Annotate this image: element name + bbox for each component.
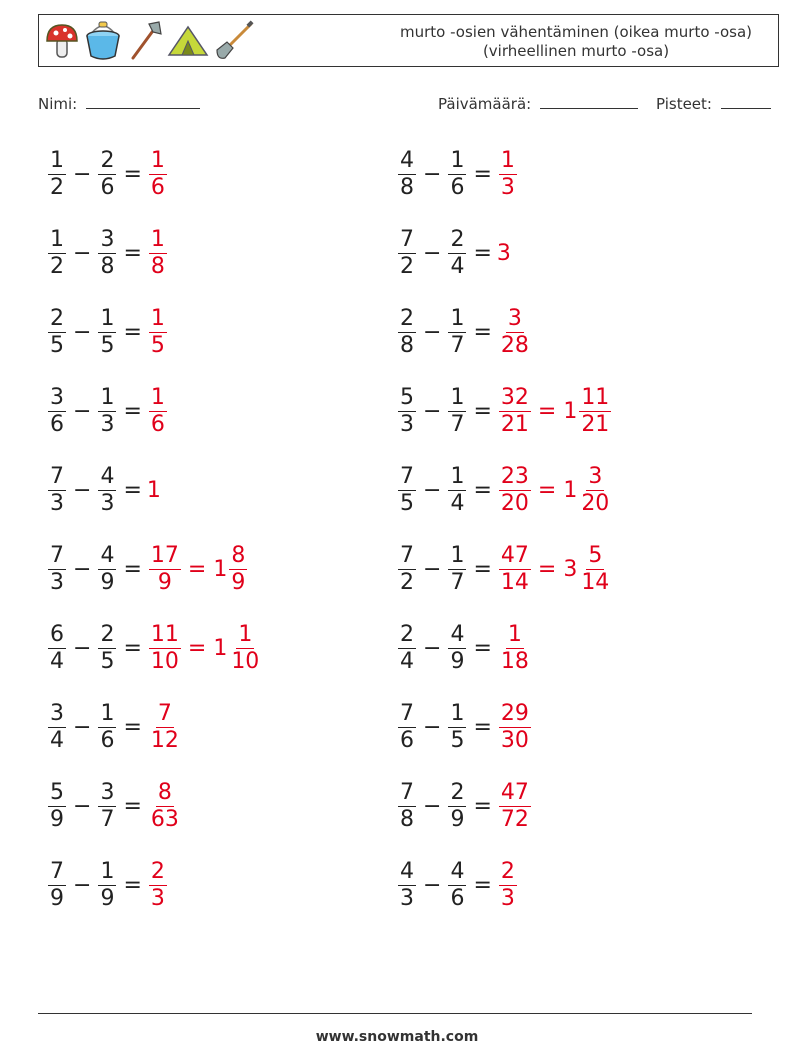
problem-item (396, 618, 533, 678)
second-fraction-denominator: 8 (100, 254, 115, 279)
mixed-whole: 1 (213, 635, 228, 661)
mixed-fraction-denominator: 20 (581, 491, 610, 516)
second-fraction-denominator: 9 (100, 570, 115, 595)
minus-sign: − (423, 793, 442, 819)
equals-sign: = (473, 477, 492, 503)
first-fraction (396, 859, 418, 911)
problem-item (396, 460, 613, 520)
problem-item (46, 776, 183, 836)
answer-fraction-numerator: 47 (500, 543, 529, 568)
minus-sign: − (73, 161, 92, 187)
minus-sign: − (423, 872, 442, 898)
equals-sign: = (473, 714, 492, 740)
second-fraction-numerator: 1 (100, 701, 115, 726)
name-field (38, 94, 200, 113)
first-fraction-denominator: 8 (400, 175, 414, 200)
second-fraction-denominator: 5 (100, 333, 115, 358)
second-fraction-numerator: 4 (100, 543, 115, 568)
second-fraction-denominator: 3 (100, 491, 115, 516)
first-fraction-numerator: 7 (50, 464, 64, 489)
name-label: Nimi: (38, 95, 78, 113)
first-fraction-denominator: 4 (50, 649, 64, 674)
answer-fraction (147, 622, 183, 674)
answer-fraction-numerator: 1 (507, 622, 522, 647)
bucket-icon (83, 20, 123, 62)
problem-item (46, 381, 169, 441)
first-fraction-denominator: 6 (50, 412, 64, 437)
first-fraction (396, 543, 418, 595)
second-fraction (96, 148, 118, 200)
second-fraction-numerator: 1 (100, 306, 115, 331)
second-fraction-numerator: 1 (450, 464, 465, 489)
second-fraction-denominator: 7 (450, 333, 465, 358)
first-fraction-numerator: 7 (50, 543, 64, 568)
equals-sign: = (123, 872, 142, 898)
first-fraction-numerator: 7 (400, 227, 414, 252)
second-fraction-denominator: 6 (100, 728, 115, 753)
minus-sign: − (73, 477, 92, 503)
problem-item (396, 302, 533, 362)
first-fraction-denominator: 2 (50, 254, 64, 279)
answer-fraction-denominator: 18 (500, 649, 529, 674)
equals-sign: = (123, 635, 142, 661)
mixed-fraction-numerator: 5 (588, 543, 603, 568)
first-fraction (396, 148, 418, 200)
first-fraction-denominator: 8 (400, 807, 414, 832)
second-fraction (96, 543, 118, 595)
first-fraction-denominator: 5 (400, 491, 414, 516)
answer-fraction (147, 701, 183, 753)
second-fraction-numerator: 2 (100, 148, 115, 173)
second-fraction (96, 622, 118, 674)
first-fraction (396, 622, 418, 674)
answer-fraction (497, 543, 533, 595)
equals-sign: = (473, 240, 492, 266)
first-fraction (396, 227, 418, 279)
shovel-icon (213, 20, 257, 62)
first-fraction-numerator: 2 (400, 622, 414, 647)
problem-item (396, 776, 533, 836)
first-fraction-numerator: 5 (50, 780, 64, 805)
first-fraction-denominator: 4 (50, 728, 64, 753)
second-fraction-numerator: 1 (450, 701, 465, 726)
mixed-fraction-denominator: 21 (581, 412, 610, 437)
equals-sign: = (123, 793, 142, 819)
minus-sign: − (423, 161, 442, 187)
answer-fraction-numerator: 11 (150, 622, 179, 647)
first-fraction-numerator: 7 (400, 464, 414, 489)
first-fraction-denominator: 2 (50, 175, 64, 200)
mixed-fraction (577, 543, 613, 595)
second-fraction (446, 464, 468, 516)
second-fraction-denominator: 3 (100, 412, 115, 437)
mixed-fraction (227, 622, 263, 674)
answer-fraction-numerator: 7 (157, 701, 172, 726)
first-fraction-numerator: 2 (50, 306, 64, 331)
minus-sign: − (423, 477, 442, 503)
date-line[interactable] (540, 94, 638, 109)
worksheet-title: murto -osien vähentäminen (oikea murto -osa) (virheellinen murto -osa) (399, 23, 753, 60)
first-fraction-denominator: 3 (50, 570, 64, 595)
problem-item (46, 539, 249, 599)
first-fraction-numerator: 3 (50, 701, 64, 726)
first-fraction-numerator: 2 (400, 306, 414, 331)
mixed-fraction-numerator: 11 (581, 385, 610, 410)
icon-strip (45, 19, 257, 63)
equals-sign: = (473, 319, 492, 345)
second-fraction-denominator: 9 (450, 807, 465, 832)
first-fraction-numerator: 7 (400, 543, 414, 568)
equals-sign: = (473, 872, 492, 898)
second-fraction-denominator: 9 (100, 886, 115, 911)
second-fraction-numerator: 4 (450, 622, 465, 647)
problem-item (396, 144, 519, 204)
second-fraction (446, 780, 468, 832)
minus-sign: − (73, 556, 92, 582)
answer-fraction-numerator: 1 (150, 306, 165, 331)
answer-fraction-denominator: 14 (500, 570, 529, 595)
answer-fraction-numerator: 3 (507, 306, 522, 331)
equals-sign: = (473, 635, 492, 661)
minus-sign: − (423, 556, 442, 582)
second-fraction-numerator: 1 (100, 385, 115, 410)
answer-fraction-numerator: 2 (150, 859, 165, 884)
second-fraction (96, 701, 118, 753)
minus-sign: − (423, 635, 442, 661)
equals-sign: = (473, 793, 492, 819)
problem-item (46, 460, 161, 520)
second-fraction (96, 385, 118, 437)
first-fraction (46, 622, 68, 674)
second-fraction (446, 622, 468, 674)
first-fraction-denominator: 8 (400, 333, 414, 358)
score-field (656, 94, 771, 113)
minus-sign: − (73, 714, 92, 740)
first-fraction-numerator: 7 (50, 859, 64, 884)
minus-sign: − (73, 872, 92, 898)
second-fraction (96, 859, 118, 911)
second-fraction-numerator: 2 (100, 622, 115, 647)
answer-fraction-denominator: 8 (150, 254, 165, 279)
answer-fraction-numerator: 29 (500, 701, 529, 726)
answer-fraction-numerator: 47 (500, 780, 529, 805)
equals-sign-answer: = (537, 477, 557, 503)
answer-fraction (497, 859, 519, 911)
second-fraction-denominator: 7 (100, 807, 115, 832)
answer-fraction-denominator: 30 (500, 728, 529, 753)
equals-sign: = (123, 240, 142, 266)
mixed-fraction (577, 385, 613, 437)
first-fraction (46, 780, 68, 832)
mixed-fraction-denominator: 9 (231, 570, 246, 595)
answer-fraction (147, 543, 183, 595)
mixed-whole: 1 (213, 556, 228, 582)
answer-fraction-denominator: 3 (150, 886, 165, 911)
minus-sign: − (423, 714, 442, 740)
mixed-whole: 3 (563, 556, 578, 582)
answer-fraction (147, 385, 169, 437)
answer-fraction (147, 859, 169, 911)
second-fraction-numerator: 3 (100, 227, 115, 252)
answer-fraction (497, 701, 533, 753)
second-fraction (446, 148, 468, 200)
second-fraction-numerator: 4 (100, 464, 115, 489)
second-fraction-denominator: 7 (450, 412, 465, 437)
minus-sign: − (73, 240, 92, 266)
answer-fraction-numerator: 2 (500, 859, 515, 884)
problem-item (396, 697, 533, 757)
second-fraction-numerator: 1 (450, 148, 465, 173)
first-fraction-denominator: 9 (50, 807, 64, 832)
minus-sign: − (73, 319, 92, 345)
equals-sign-answer: = (537, 556, 557, 582)
second-fraction-numerator: 3 (100, 780, 115, 805)
footer-divider (38, 1013, 752, 1014)
first-fraction (396, 464, 418, 516)
first-fraction-numerator: 4 (400, 148, 414, 173)
equals-sign: = (123, 398, 142, 424)
second-fraction-numerator: 1 (450, 543, 465, 568)
problem-item (396, 855, 519, 915)
mixed-fraction-denominator: 14 (581, 570, 610, 595)
answer-fraction-numerator: 1 (150, 227, 165, 252)
answer-fraction-numerator: 1 (500, 148, 515, 173)
problem-item (46, 223, 169, 283)
second-fraction-denominator: 4 (450, 491, 465, 516)
second-fraction (96, 780, 118, 832)
answer-fraction (497, 385, 533, 437)
equals-sign: = (473, 398, 492, 424)
answer-fraction-denominator: 72 (500, 807, 529, 832)
first-fraction-denominator: 9 (50, 886, 64, 911)
problem-item (46, 144, 169, 204)
second-fraction-denominator: 4 (450, 254, 465, 279)
answer-whole: 1 (146, 477, 161, 503)
equals-sign: = (123, 319, 142, 345)
first-fraction-numerator: 1 (50, 148, 64, 173)
answer-fraction (497, 780, 533, 832)
answer-fraction (497, 464, 533, 516)
mixed-fraction-denominator: 10 (231, 649, 260, 674)
first-fraction-numerator: 1 (50, 227, 64, 252)
date-label: Päivämäärä: (438, 95, 532, 113)
mixed-fraction (577, 464, 613, 516)
first-fraction (46, 464, 68, 516)
answer-fraction-denominator: 21 (500, 412, 529, 437)
first-fraction-numerator: 7 (400, 780, 414, 805)
problem-item (46, 697, 183, 757)
second-fraction (446, 859, 468, 911)
first-fraction (396, 701, 418, 753)
answer-fraction-denominator: 20 (500, 491, 529, 516)
equals-sign-answer: = (187, 635, 207, 661)
second-fraction (446, 227, 468, 279)
second-fraction-numerator: 4 (450, 859, 465, 884)
answer-fraction-denominator: 9 (157, 570, 172, 595)
score-line[interactable] (721, 94, 771, 109)
problem-item (46, 855, 169, 915)
second-fraction-numerator: 2 (450, 227, 465, 252)
score-label: Pisteet: (656, 95, 712, 113)
mixed-fraction-numerator: 8 (231, 543, 246, 568)
equals-sign: = (123, 477, 142, 503)
minus-sign: − (423, 398, 442, 424)
answer-fraction (147, 148, 169, 200)
header-box (38, 14, 779, 67)
first-fraction (46, 227, 68, 279)
first-fraction (396, 385, 418, 437)
answer-fraction-numerator: 32 (500, 385, 529, 410)
answer-fraction-denominator: 63 (150, 807, 179, 832)
date-field (438, 94, 638, 113)
equals-sign-answer: = (187, 556, 207, 582)
problem-item (396, 381, 613, 441)
minus-sign: − (423, 240, 442, 266)
minus-sign: − (73, 793, 92, 819)
first-fraction (46, 385, 68, 437)
first-fraction (46, 543, 68, 595)
answer-fraction-denominator: 3 (500, 886, 515, 911)
first-fraction-denominator: 2 (400, 570, 414, 595)
first-fraction-denominator: 6 (400, 728, 414, 753)
answer-fraction-numerator: 8 (157, 780, 172, 805)
first-fraction-denominator: 5 (50, 333, 64, 358)
equals-sign: = (123, 161, 142, 187)
first-fraction-numerator: 3 (50, 385, 64, 410)
answer-fraction-denominator: 6 (150, 412, 165, 437)
first-fraction (46, 148, 68, 200)
answer-fraction-denominator: 28 (500, 333, 529, 358)
first-fraction-denominator: 3 (400, 886, 414, 911)
name-line[interactable] (86, 94, 200, 109)
first-fraction (46, 701, 68, 753)
footer-url: www.snowmath.com (315, 1029, 479, 1045)
axe-icon (127, 20, 163, 62)
answer-fraction (497, 148, 519, 200)
first-fraction-denominator: 3 (400, 412, 414, 437)
problem-item (46, 302, 169, 362)
first-fraction (396, 780, 418, 832)
second-fraction-denominator: 5 (450, 728, 465, 753)
first-fraction-numerator: 6 (50, 622, 64, 647)
second-fraction-denominator: 5 (100, 649, 115, 674)
problem-item (46, 618, 263, 678)
equals-sign: = (123, 556, 142, 582)
second-fraction (96, 306, 118, 358)
first-fraction (46, 306, 68, 358)
mixed-fraction-numerator: 1 (238, 622, 253, 647)
mushroom-icon (45, 21, 79, 61)
answer-fraction (147, 780, 183, 832)
second-fraction (446, 306, 468, 358)
tent-icon (167, 21, 209, 61)
minus-sign: − (73, 398, 92, 424)
first-fraction (396, 306, 418, 358)
answer-fraction (497, 306, 533, 358)
problem-item (396, 539, 613, 599)
second-fraction (446, 701, 468, 753)
first-fraction-denominator: 3 (50, 491, 64, 516)
mixed-whole: 1 (563, 398, 578, 424)
second-fraction-denominator: 9 (450, 649, 465, 674)
second-fraction-denominator: 7 (450, 570, 465, 595)
second-fraction-denominator: 6 (100, 175, 115, 200)
mixed-fraction (227, 543, 249, 595)
first-fraction-denominator: 4 (400, 649, 414, 674)
second-fraction-numerator: 1 (100, 859, 115, 884)
first-fraction-numerator: 4 (400, 859, 414, 884)
answer-fraction (147, 227, 169, 279)
second-fraction-denominator: 6 (450, 886, 465, 911)
equals-sign: = (473, 161, 492, 187)
second-fraction (446, 543, 468, 595)
answer-fraction-denominator: 3 (500, 175, 515, 200)
answer-whole: 3 (496, 240, 511, 266)
second-fraction-numerator: 1 (450, 306, 465, 331)
second-fraction-numerator: 2 (450, 780, 465, 805)
answer-fraction-denominator: 12 (150, 728, 179, 753)
first-fraction-numerator: 5 (400, 385, 414, 410)
equals-sign: = (473, 556, 492, 582)
answer-fraction-numerator: 17 (150, 543, 179, 568)
equals-sign: = (123, 714, 142, 740)
first-fraction-numerator: 7 (400, 701, 414, 726)
equals-sign-answer: = (537, 398, 557, 424)
minus-sign: − (73, 635, 92, 661)
problem-item (396, 223, 511, 283)
answer-fraction (497, 622, 533, 674)
answer-fraction-denominator: 10 (150, 649, 179, 674)
answer-fraction (147, 306, 169, 358)
answer-fraction-numerator: 23 (500, 464, 529, 489)
mixed-fraction-numerator: 3 (588, 464, 603, 489)
answer-fraction-numerator: 1 (150, 148, 165, 173)
second-fraction (446, 385, 468, 437)
second-fraction (96, 227, 118, 279)
minus-sign: − (423, 319, 442, 345)
answer-fraction-denominator: 6 (150, 175, 165, 200)
first-fraction (46, 859, 68, 911)
second-fraction (96, 464, 118, 516)
answer-fraction-denominator: 5 (150, 333, 165, 358)
first-fraction-denominator: 2 (400, 254, 414, 279)
second-fraction-numerator: 1 (450, 385, 465, 410)
answer-fraction-numerator: 1 (150, 385, 165, 410)
second-fraction-denominator: 6 (450, 175, 465, 200)
mixed-whole: 1 (563, 477, 578, 503)
